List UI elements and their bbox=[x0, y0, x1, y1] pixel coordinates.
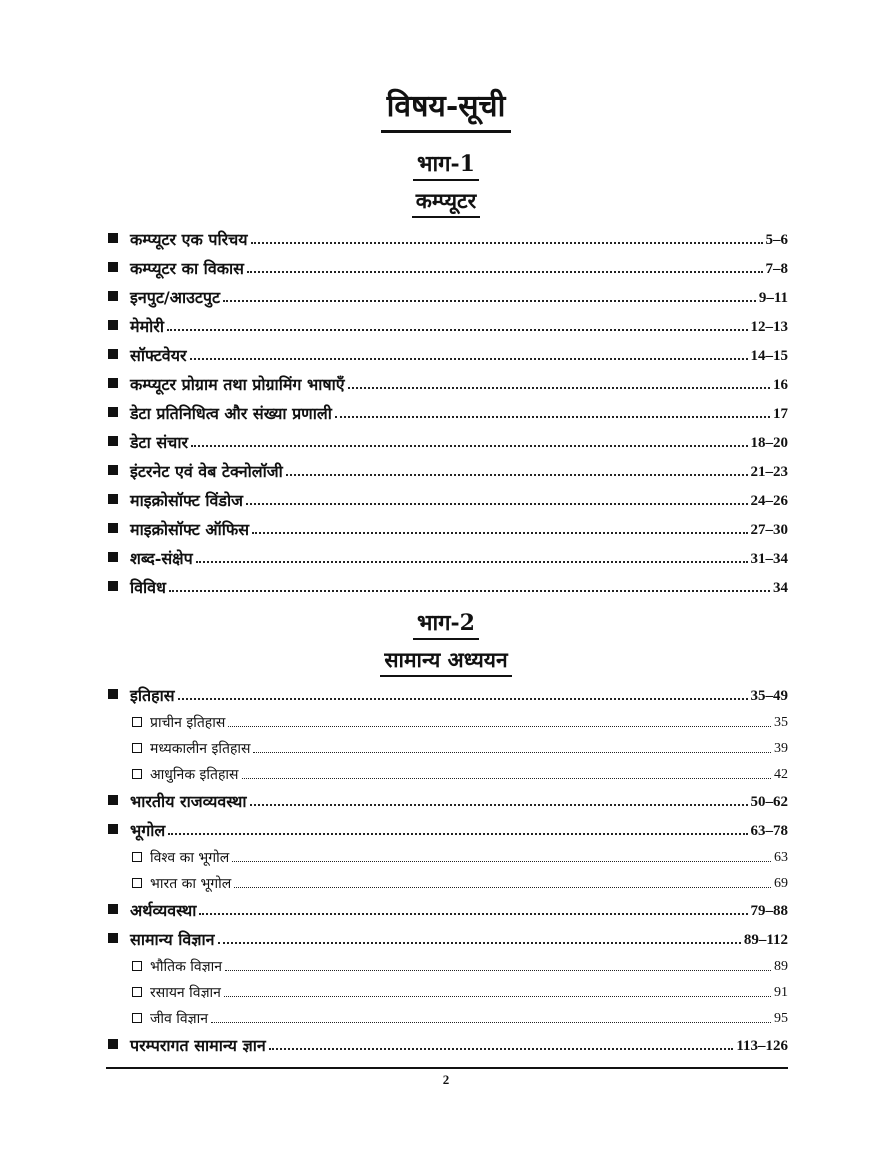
toc-subentry-pages: 35 bbox=[774, 715, 788, 730]
toc-entry[interactable] bbox=[108, 369, 788, 395]
toc-entry-pages: 63–78 bbox=[750, 823, 788, 839]
dot-leader bbox=[196, 560, 748, 563]
hollow-square-bullet-icon bbox=[132, 987, 142, 997]
toc-entry-label: कम्प्यूटर एक परिचय bbox=[130, 230, 248, 249]
dot-leader bbox=[234, 886, 771, 888]
filled-square-bullet-icon bbox=[108, 320, 118, 330]
toc-subentry[interactable] bbox=[132, 733, 788, 759]
toc-entry[interactable] bbox=[108, 514, 788, 540]
toc-entry-label: इंटरनेट एवं वेब टेक्नोलॉजी bbox=[130, 462, 283, 481]
dot-leader bbox=[223, 299, 756, 302]
toc-entry-label: कम्प्यूटर प्रोग्राम तथा प्रोग्रामिंग भाषाएँ bbox=[130, 375, 345, 394]
toc-entry[interactable] bbox=[108, 572, 788, 598]
part-2-label-wrap bbox=[0, 609, 892, 640]
toc-subentry-pages: 39 bbox=[774, 741, 788, 756]
toc-subentry-label: विश्व का भूगोल bbox=[150, 850, 230, 866]
hollow-square-bullet-icon bbox=[132, 769, 142, 779]
filled-square-bullet-icon bbox=[108, 349, 118, 359]
toc-entry-pages: 21–23 bbox=[750, 464, 788, 480]
toc-subentry-pages: 95 bbox=[774, 1011, 788, 1026]
toc-subentry[interactable] bbox=[132, 1003, 788, 1029]
dot-leader bbox=[178, 697, 748, 700]
toc-entry-pages: 35–49 bbox=[750, 688, 788, 704]
dot-leader bbox=[335, 415, 770, 418]
toc-entry[interactable] bbox=[108, 786, 788, 812]
filled-square-bullet-icon bbox=[108, 933, 118, 943]
dot-leader bbox=[167, 328, 748, 331]
toc-subentry-pages: 89 bbox=[774, 959, 788, 974]
dot-leader bbox=[168, 832, 747, 835]
dot-leader bbox=[228, 725, 771, 727]
toc-entry-pages: 113–126 bbox=[736, 1038, 788, 1054]
toc-entry-pages: 5–6 bbox=[765, 232, 788, 248]
filled-square-bullet-icon bbox=[108, 523, 118, 533]
page-title: विषय-सूची bbox=[381, 88, 512, 133]
toc-entry-pages: 27–30 bbox=[750, 522, 788, 538]
toc-subentry-label: प्राचीन इतिहास bbox=[150, 715, 226, 731]
toc-entry-pages: 31–34 bbox=[750, 551, 788, 567]
toc-subentry-label: भौतिक विज्ञान bbox=[150, 959, 223, 975]
toc-entry[interactable] bbox=[108, 340, 788, 366]
toc-subentry-label: आधुनिक इतिहास bbox=[150, 767, 239, 783]
toc-entry-label: परम्परागत सामान्य ज्ञान bbox=[130, 1036, 266, 1055]
dot-leader bbox=[191, 444, 747, 447]
toc-entry-pages: 9–11 bbox=[758, 290, 788, 306]
toc-entry[interactable] bbox=[108, 680, 788, 706]
hollow-square-bullet-icon bbox=[132, 852, 142, 862]
toc-entry-label: मेमोरी bbox=[130, 317, 164, 336]
filled-square-bullet-icon bbox=[108, 824, 118, 834]
dot-leader bbox=[246, 502, 748, 505]
toc-entry[interactable] bbox=[108, 253, 788, 279]
filled-square-bullet-icon bbox=[108, 581, 118, 591]
part-2-label: भाग-2 bbox=[413, 609, 479, 640]
toc-entry[interactable] bbox=[108, 895, 788, 921]
toc-entry[interactable] bbox=[108, 311, 788, 337]
filled-square-bullet-icon bbox=[108, 904, 118, 914]
toc-entry-pages: 79–88 bbox=[750, 903, 788, 919]
toc-entry-label: सॉफ्टवेयर bbox=[130, 346, 187, 365]
toc-entry[interactable] bbox=[108, 398, 788, 424]
toc-entry[interactable] bbox=[108, 485, 788, 511]
hollow-square-bullet-icon bbox=[132, 743, 142, 753]
dot-leader bbox=[286, 473, 748, 476]
toc-entry-label: भारतीय राजव्यवस्था bbox=[130, 792, 247, 811]
toc-subentry-label: भारत का भूगोल bbox=[150, 876, 232, 892]
part-1-subtitle-wrap bbox=[0, 187, 892, 218]
toc-entry-label: भूगोल bbox=[130, 821, 166, 840]
toc-entry-pages: 89–112 bbox=[743, 932, 788, 948]
toc-subentry-pages: 42 bbox=[774, 767, 788, 782]
dot-leader bbox=[190, 357, 748, 360]
toc-entry[interactable] bbox=[108, 815, 788, 841]
dot-leader bbox=[169, 589, 770, 592]
part-2-subtitle: सामान्य अध्ययन bbox=[380, 646, 511, 677]
toc-entry-label: शब्द-संक्षेप bbox=[130, 549, 193, 568]
filled-square-bullet-icon bbox=[108, 1039, 118, 1049]
filled-square-bullet-icon bbox=[108, 436, 118, 446]
toc-entry-pages: 18–20 bbox=[750, 435, 788, 451]
filled-square-bullet-icon bbox=[108, 465, 118, 475]
toc-subentry[interactable] bbox=[132, 759, 788, 785]
filled-square-bullet-icon bbox=[108, 291, 118, 301]
toc-entry[interactable] bbox=[108, 1030, 788, 1056]
dot-leader bbox=[242, 777, 771, 779]
dot-leader bbox=[253, 751, 771, 753]
dot-leader bbox=[199, 912, 747, 915]
part-2-subtitle-wrap bbox=[0, 646, 892, 677]
filled-square-bullet-icon bbox=[108, 262, 118, 272]
hollow-square-bullet-icon bbox=[132, 717, 142, 727]
dot-leader bbox=[251, 241, 763, 244]
filled-square-bullet-icon bbox=[108, 552, 118, 562]
hollow-square-bullet-icon bbox=[132, 1013, 142, 1023]
toc-subentry[interactable] bbox=[132, 707, 788, 733]
toc-subentry[interactable] bbox=[132, 842, 788, 868]
hollow-square-bullet-icon bbox=[132, 961, 142, 971]
toc-entry[interactable] bbox=[108, 543, 788, 569]
dot-leader bbox=[225, 969, 771, 971]
toc-subentry-pages: 63 bbox=[774, 850, 788, 865]
filled-square-bullet-icon bbox=[108, 795, 118, 805]
toc-entry-label: कम्प्यूटर का विकास bbox=[130, 259, 244, 278]
toc-entry-pages: 7–8 bbox=[765, 261, 788, 277]
dot-leader bbox=[247, 270, 763, 273]
toc-entry-pages: 12–13 bbox=[750, 319, 788, 335]
filled-square-bullet-icon bbox=[108, 378, 118, 388]
filled-square-bullet-icon bbox=[108, 233, 118, 243]
dot-leader bbox=[218, 941, 741, 944]
dot-leader bbox=[224, 995, 771, 997]
dot-leader bbox=[269, 1047, 734, 1050]
toc-subentry-label: जीव विज्ञान bbox=[150, 1011, 209, 1027]
part-1-label-wrap bbox=[0, 150, 892, 181]
footer-divider bbox=[106, 1067, 788, 1069]
title-wrap bbox=[0, 88, 892, 133]
filled-square-bullet-icon bbox=[108, 689, 118, 699]
toc-entry-pages: 16 bbox=[773, 377, 788, 393]
toc-subentry-label: मध्यकालीन इतिहास bbox=[150, 741, 251, 757]
toc-subentry-pages: 69 bbox=[774, 876, 788, 891]
toc-entry-pages: 24–26 bbox=[750, 493, 788, 509]
toc-subentry-label: रसायन विज्ञान bbox=[150, 985, 221, 1001]
part-1-label: भाग-1 bbox=[413, 150, 479, 181]
dot-leader bbox=[250, 803, 748, 806]
filled-square-bullet-icon bbox=[108, 407, 118, 417]
toc-entry-pages: 17 bbox=[773, 406, 788, 422]
toc-entry-label: इनपुट/आउटपुट bbox=[130, 288, 221, 307]
dot-leader bbox=[348, 386, 770, 389]
toc-entry-label: इतिहास bbox=[130, 686, 175, 705]
toc-entry-label: अर्थव्यवस्था bbox=[130, 901, 197, 920]
hollow-square-bullet-icon bbox=[132, 878, 142, 888]
toc-entry-pages: 50–62 bbox=[750, 794, 788, 810]
dot-leader bbox=[232, 860, 771, 862]
toc-entry[interactable] bbox=[108, 924, 788, 950]
toc-subentry[interactable] bbox=[132, 951, 788, 977]
filled-square-bullet-icon bbox=[108, 494, 118, 504]
toc-entry[interactable] bbox=[108, 427, 788, 453]
toc-entry-label: माइक्रोसॉफ्ट ऑफिस bbox=[130, 520, 250, 539]
toc-entry[interactable] bbox=[108, 456, 788, 482]
toc-entry[interactable] bbox=[108, 224, 788, 250]
toc-entry-pages: 14–15 bbox=[750, 348, 788, 364]
dot-leader bbox=[211, 1021, 771, 1023]
page-number: 2 bbox=[442, 1072, 450, 1087]
toc-entry-label: सामान्य विज्ञान bbox=[130, 930, 215, 949]
toc-entry-label: डेटा प्रतिनिधित्व और संख्या प्रणाली bbox=[130, 404, 332, 423]
toc-entry[interactable] bbox=[108, 282, 788, 308]
dot-leader bbox=[252, 531, 747, 534]
toc-entry-pages: 34 bbox=[773, 580, 788, 596]
toc-entry-label: डेटा संचार bbox=[130, 433, 189, 452]
part-1-subtitle: कम्प्यूटर bbox=[412, 187, 481, 218]
toc-entry-label: माइक्रोसॉफ्ट विंडोज bbox=[130, 491, 243, 510]
toc-subentry-pages: 91 bbox=[774, 985, 788, 1000]
toc-entry-label: विविध bbox=[130, 578, 166, 597]
toc-subentry[interactable] bbox=[132, 977, 788, 1003]
toc-subentry[interactable] bbox=[132, 868, 788, 894]
